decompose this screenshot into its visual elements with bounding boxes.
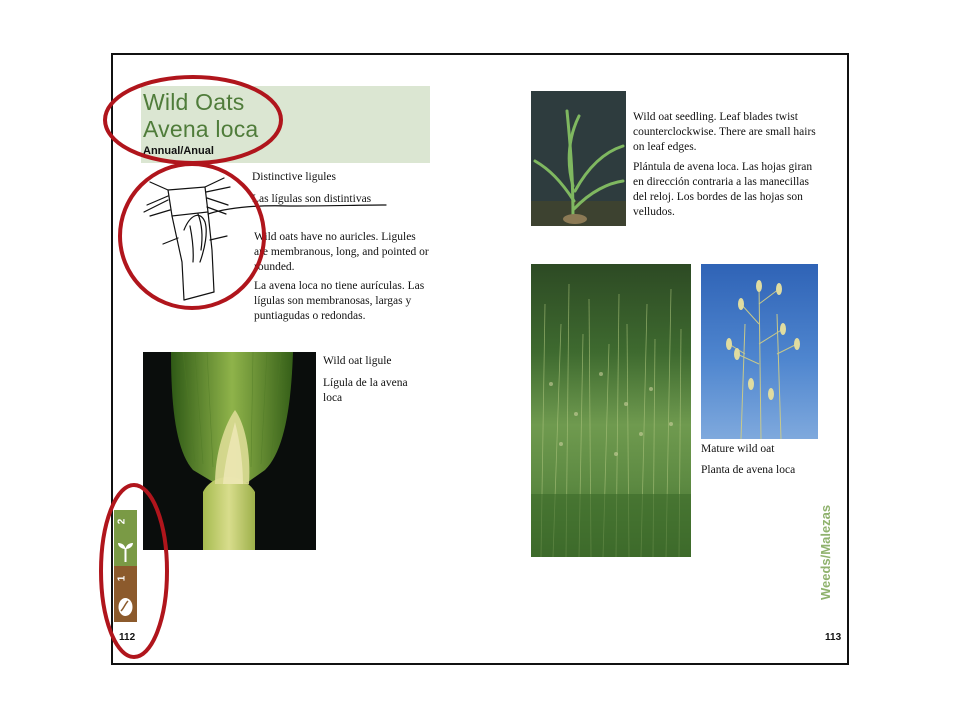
mature-oat-photo — [701, 264, 818, 439]
plant-type-label: Annual/Anual — [143, 145, 214, 157]
title-spanish: Avena loca — [143, 116, 259, 142]
seedling-icon — [117, 540, 134, 562]
page-number-right: 113 — [825, 632, 842, 643]
page-number-left: 112 — [119, 632, 136, 643]
ligule-photo-image — [143, 352, 316, 550]
seedling-photo — [531, 91, 626, 226]
description-spanish: La avena loca no tiene aurículas. Las lígulas son membranosas, largas y puntiagudas o redondas. — [254, 280, 425, 322]
tab-stage-1-number: 1 — [116, 575, 128, 582]
ligule-photo-caption-spanish: Lígula de la avena loca — [323, 377, 408, 404]
seed-icon — [116, 596, 135, 618]
seedling-caption-english: Wild oat seedling. Leaf blades twist counterclockwise. There are small hairs on leaf edges. — [633, 111, 816, 153]
title-english: Wild Oats — [143, 89, 245, 115]
seedling-photo-image — [531, 91, 626, 226]
diagram-label-spanish: Las lígulas son distintivas — [252, 193, 372, 205]
seedling-caption-spanish: Plántula de avena loca. Las hojas giran en dirección contraria a las manecillas del reloj. Los bordes de las hojas son velludos. — [633, 161, 813, 218]
life-stage-tabs — [114, 510, 137, 622]
ligule-photo-caption-english: Wild oat ligule — [323, 355, 392, 367]
field-photo — [531, 264, 691, 557]
tab-stage-1 — [114, 566, 137, 622]
ligule-photo — [143, 352, 316, 550]
mature-oat-photo-image — [701, 264, 818, 439]
field-photo-image — [531, 264, 691, 557]
mature-oat-caption-spanish: Planta de avena loca — [701, 464, 796, 476]
mature-oat-caption-english: Mature wild oat — [701, 443, 775, 455]
tab-stage-2-number: 2 — [116, 518, 128, 525]
description-english: Wild oats have no auricles. Ligules are membranous, long, and pointed or rounded. — [254, 231, 429, 273]
tab-stage-2 — [114, 510, 137, 566]
diagram-label-english: Distinctive ligules — [252, 171, 337, 183]
section-label: Weeds/Malezas — [818, 504, 833, 600]
